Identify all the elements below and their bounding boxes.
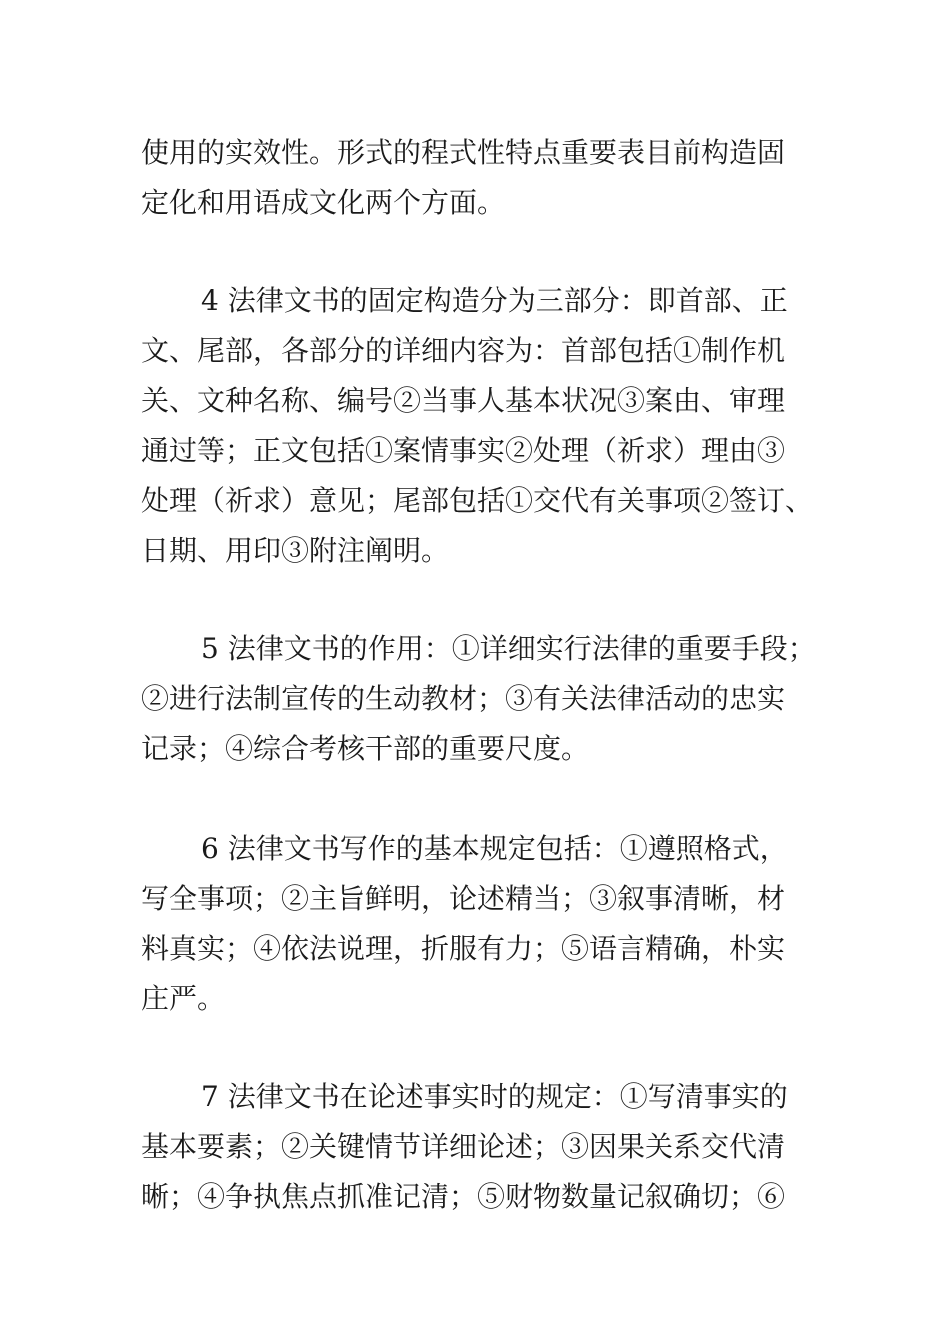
text-line: 日期、用印③附注阐明。 [141,534,450,567]
text-line: 5 法律文书的作用：①详细实行法律的重要手段； [201,632,816,665]
text-line: 基本要素；②关键情节详细论述；③因果关系交代清 [141,1130,786,1163]
text-line: ②进行法制宣传的生动教材；③有关法律活动的忠实 [141,682,786,715]
paragraph-item-4 [141,276,831,576]
text-line: 7 法律文书在论述事实时的规定：①写清事实的 [201,1080,788,1113]
text-line: 写全事项；②主旨鲜明，论述精当；③叙事清晰，材 [141,882,786,915]
text-line: 使用的实效性。形式的程式性特点重要表目前构造固 [141,136,786,169]
text-line: 庄严。 [141,982,226,1015]
text-line: 4 法律文书的固定构造分为三部分：即首部、正 [201,284,788,317]
paragraph-item-6 [141,824,831,1024]
text-line: 关、文种名称、编号②当事人基本状况③案由、审理 [141,384,786,417]
paragraph-continuation [141,128,831,228]
text-line: 通过等；正文包括①案情事实②处理（祈求）理由③ [141,434,786,467]
paragraph-item-7 [141,1072,831,1222]
text-line: 料真实；④依法说理，折服有力；⑤语言精确，朴实 [141,932,786,965]
text-line: 定化和用语成文化两个方面。 [141,186,506,219]
text-line: 处理（祈求）意见；尾部包括①交代有关事项②签订、 [141,484,814,517]
text-line: 6 法律文书写作的基本规定包括：①遵照格式， [201,832,788,865]
text-line: 记录；④综合考核干部的重要尺度。 [141,732,590,765]
paragraph-item-5 [141,624,831,774]
text-line: 文、尾部，各部分的详细内容为：首部包括①制作机 [141,334,786,367]
text-line: 晰；④争执焦点抓准记清；⑤财物数量记叙确切；⑥ [141,1180,786,1213]
